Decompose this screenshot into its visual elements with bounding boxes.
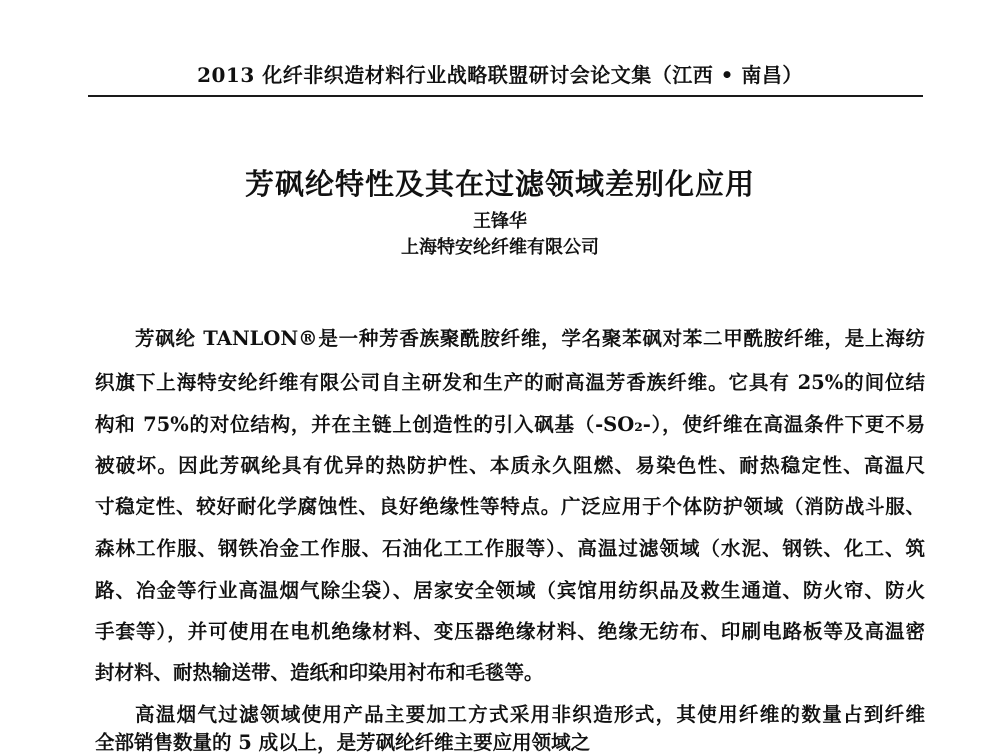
paragraph-line: 路、冶金等行业高温烟气除尘袋）、居家安全领域（宾馆用纺织品及救生通道、防火帘、防火 bbox=[95, 579, 925, 602]
paragraph-line: 高温烟气过滤领域使用产品主要加工方式采用非织造形式，其使用纤维的数量占到纤维 bbox=[135, 703, 925, 726]
paragraph-line: 全部销售数量的 5 成以上，是芳砜纶纤维主要应用领域之 bbox=[95, 731, 591, 754]
paragraph-line: 封材料、耐热输送带、造纸和印染用衬布和毛毯等。 bbox=[95, 661, 544, 684]
running-header: 2013 化纤非织造材料行业战略联盟研讨会论文集（江西 • 南昌） bbox=[197, 63, 803, 87]
paragraph-line: 织旗下上海特安纶纤维有限公司自主研发和生产的耐高温芳香族纤维。它具有 25%的间位结 bbox=[95, 371, 925, 394]
author-name: 王锋华 bbox=[473, 211, 527, 232]
paragraph-line: 森林工作服、钢铁冶金工作服、石油化工工作服等）、高温过滤领域（水泥、钢铁、化工、筑 bbox=[95, 537, 925, 560]
article-title: 芳砜纶特性及其在过滤领域差别化应用 bbox=[244, 167, 755, 201]
paragraph-line: 芳砜纶 TANLON®是一种芳香族聚酰胺纤维，学名聚苯砜对苯二甲酰胺纤维，是上海纺 bbox=[135, 327, 925, 350]
paragraph-line: 被破坏。因此芳砜纶具有优异的热防护性、本质永久阻燃、易染色性、耐热稳定性、高温尺 bbox=[95, 454, 925, 477]
header-divider bbox=[88, 95, 923, 97]
author-affiliation: 上海特安纶纤维有限公司 bbox=[401, 237, 599, 258]
paragraph-line: 构和 75%的对位结构，并在主链上创造性的引入砜基（-SO₂-），使纤维在高温条件下更不易 bbox=[95, 413, 925, 436]
paragraph-line: 手套等），并可使用在电机绝缘材料、变压器绝缘材料、绝缘无纺布、印刷电路板等及高温密 bbox=[95, 620, 925, 643]
paragraph-line: 寸稳定性、较好耐化学腐蚀性、良好绝缘性等特点。广泛应用于个体防护领域（消防战斗服、 bbox=[95, 495, 925, 518]
